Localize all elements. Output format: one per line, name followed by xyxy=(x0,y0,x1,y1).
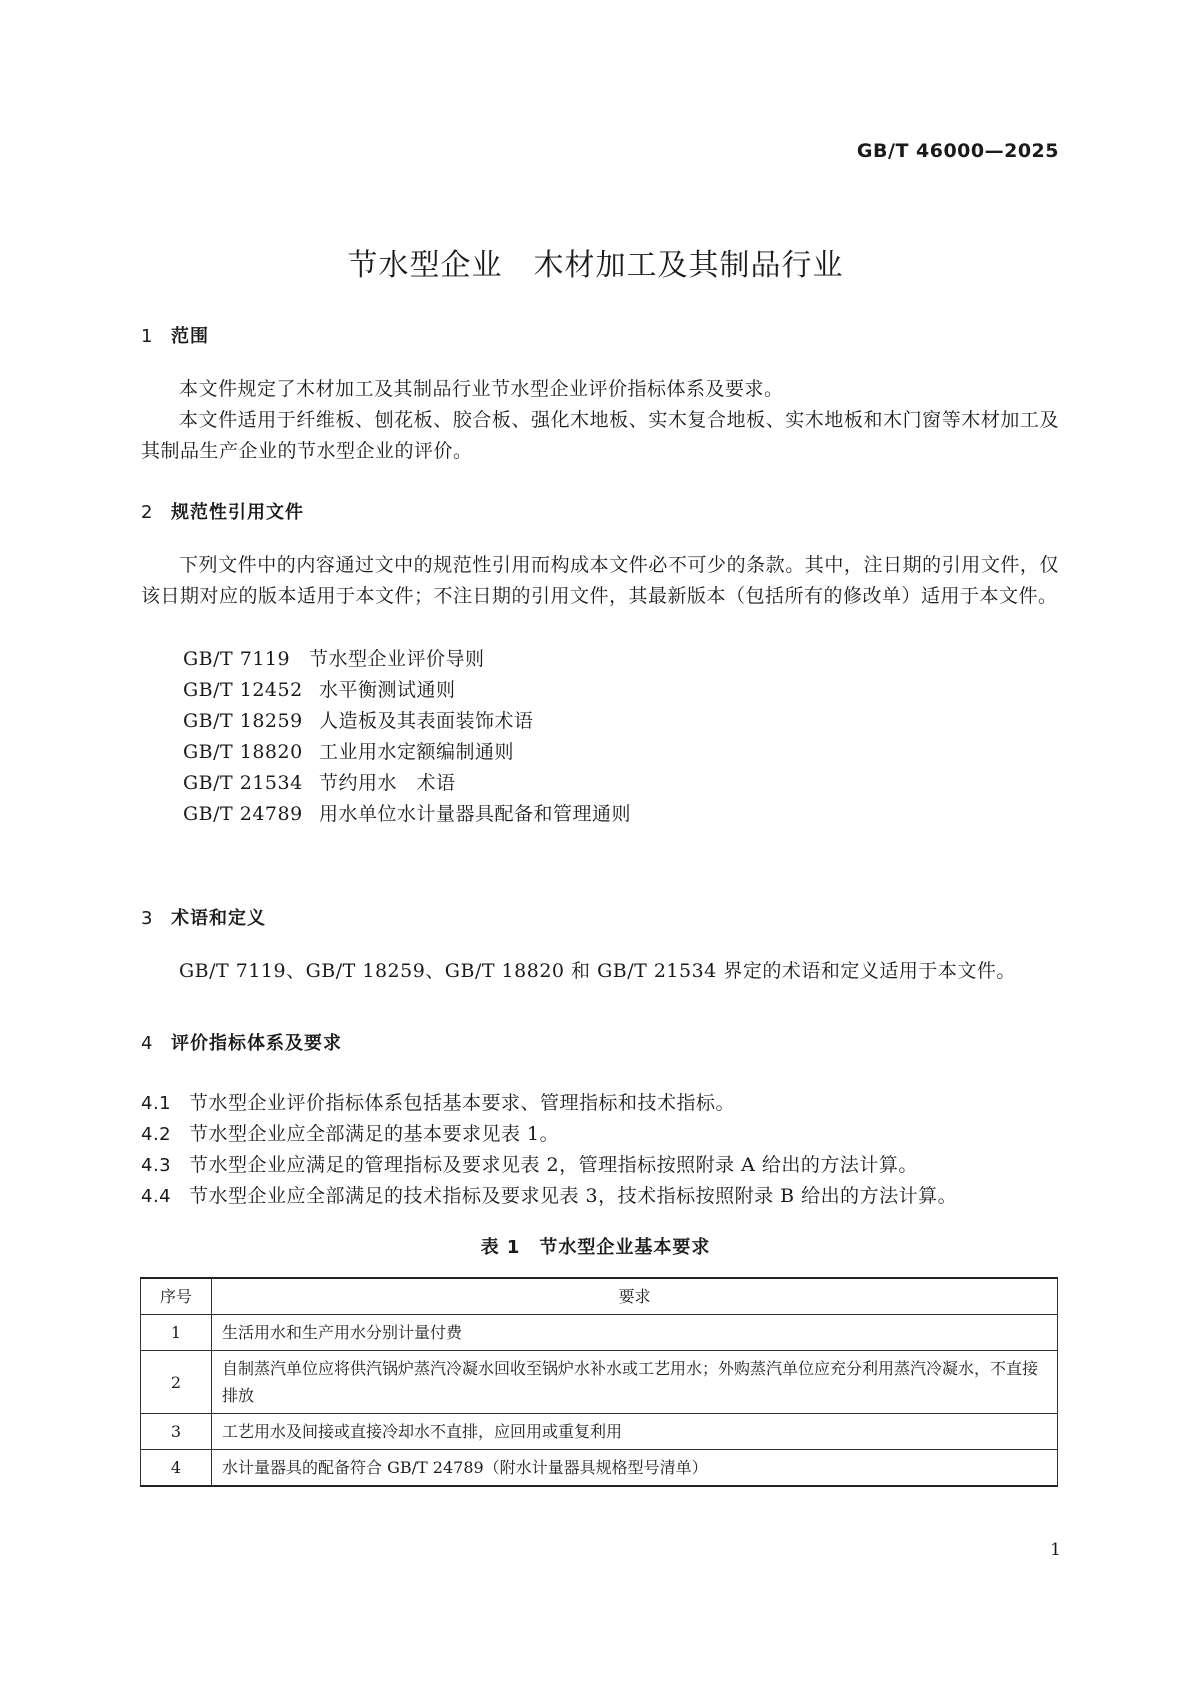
column-header-no: 序号 xyxy=(141,1278,212,1315)
reference-code: GB/T 18820 xyxy=(183,741,303,763)
reference-title: 水平衡测试通则 xyxy=(319,679,456,701)
section-2-heading xyxy=(141,498,304,524)
section-title: 术语和定义 xyxy=(171,908,266,929)
section-3-heading xyxy=(141,904,266,930)
section-number: 3 xyxy=(141,908,154,929)
reference-code: GB/T 24789 xyxy=(183,803,303,825)
reference-code: GB/T 12452 xyxy=(183,679,303,701)
row-number: 2 xyxy=(141,1351,212,1414)
reference-code: GB/T 18259 xyxy=(183,710,303,732)
table-row xyxy=(141,1450,1058,1487)
reference-item xyxy=(183,799,631,826)
row-number: 4 xyxy=(141,1450,212,1487)
row-requirement: 自制蒸汽单位应将供汽锅炉蒸汽冷凝水回收至锅炉水补水或工艺用水；外购蒸汽单位应充分利用蒸汽冷凝水，不直接排放 xyxy=(212,1351,1058,1414)
clause-text: 节水型企业应全部满足的基本要求见表 1。 xyxy=(189,1123,560,1145)
reference-code: GB/T 21534 xyxy=(183,772,303,794)
terms-paragraph: GB/T 7119、GB/T 18259、GB/T 18820 和 GB/T 21534 界定的术语和定义适用于本文件。 xyxy=(179,960,1016,982)
section-4-heading xyxy=(141,1029,342,1055)
row-number: 1 xyxy=(141,1315,212,1351)
reference-item xyxy=(183,644,485,671)
section-title: 规范性引用文件 xyxy=(171,502,304,523)
clause-number: 4.1 xyxy=(141,1093,172,1114)
reference-item xyxy=(183,675,456,702)
row-requirement: 工艺用水及间接或直接冷却水不直排，应回用或重复利用 xyxy=(212,1414,1058,1450)
clause-number: 4.4 xyxy=(141,1186,172,1207)
clause-item xyxy=(141,1150,918,1177)
section-title: 评价指标体系及要求 xyxy=(171,1033,342,1054)
reference-item xyxy=(183,706,534,733)
table-row xyxy=(141,1414,1058,1450)
table-row xyxy=(141,1315,1058,1351)
section-1-heading xyxy=(141,322,209,348)
table-header-row xyxy=(141,1278,1058,1315)
section-number: 1 xyxy=(141,326,154,347)
standard-code: GB/T 46000—2025 xyxy=(856,140,1059,162)
reference-title: 节水型企业评价导则 xyxy=(309,648,485,670)
reference-title: 用水单位水计量器具配备和管理通则 xyxy=(319,803,632,825)
document-title: 节水型企业 木材加工及其制品行业 xyxy=(347,248,844,283)
reference-item xyxy=(183,737,514,764)
clause-item xyxy=(141,1181,957,1208)
clause-text: 节水型企业应全部满足的技术指标及要求见表 3，技术指标按照附录 B 给出的方法计算。 xyxy=(189,1185,958,1207)
clause-text: 节水型企业评价指标体系包括基本要求、管理指标和技术指标。 xyxy=(189,1092,736,1114)
clause-number: 4.2 xyxy=(141,1124,172,1145)
column-header-requirement: 要求 xyxy=(212,1278,1058,1315)
table-1-title: 表 1 节水型企业基本要求 xyxy=(480,1237,711,1258)
section-title: 范围 xyxy=(171,326,209,347)
row-number: 3 xyxy=(141,1414,212,1450)
reference-item xyxy=(183,768,456,795)
normative-references-intro: 下列文件中的内容通过文中的规范性引用而构成本文件必不可少的条款。其中，注日期的引用文件，仅该日期对应的版本适用于本文件；不注日期的引用文件，其最新版本（包括所有的修改单）适用于本文件。 xyxy=(141,554,1059,607)
clause-item xyxy=(141,1088,735,1115)
section-number: 2 xyxy=(141,502,154,523)
clause-item xyxy=(141,1119,559,1146)
scope-paragraph-1: 本文件规定了木材加工及其制品行业节水型企业评价指标体系及要求。 xyxy=(179,378,784,400)
clause-text: 节水型企业应满足的管理指标及要求见表 2，管理指标按照附录 A 给出的方法计算。 xyxy=(189,1154,918,1176)
basic-requirements-table xyxy=(140,1277,1058,1487)
table-row xyxy=(141,1351,1058,1414)
reference-title: 节约用水 术语 xyxy=(319,772,456,794)
section-number: 4 xyxy=(141,1033,154,1054)
page-number: 1 xyxy=(1050,1540,1061,1560)
row-requirement: 生活用水和生产用水分别计量付费 xyxy=(212,1315,1058,1351)
clause-number: 4.3 xyxy=(141,1155,172,1176)
reference-title: 人造板及其表面装饰术语 xyxy=(319,710,534,732)
scope-paragraph-2: 本文件适用于纤维板、刨花板、胶合板、强化木地板、实木复合地板、实木地板和木门窗等木材加工及其制品生产企业的节水型企业的评价。 xyxy=(141,409,1059,462)
reference-title: 工业用水定额编制通则 xyxy=(319,741,515,763)
row-requirement: 水计量器具的配备符合 GB/T 24789（附水计量器具规格型号清单） xyxy=(212,1450,1058,1487)
reference-code: GB/T 7119 xyxy=(183,648,291,670)
